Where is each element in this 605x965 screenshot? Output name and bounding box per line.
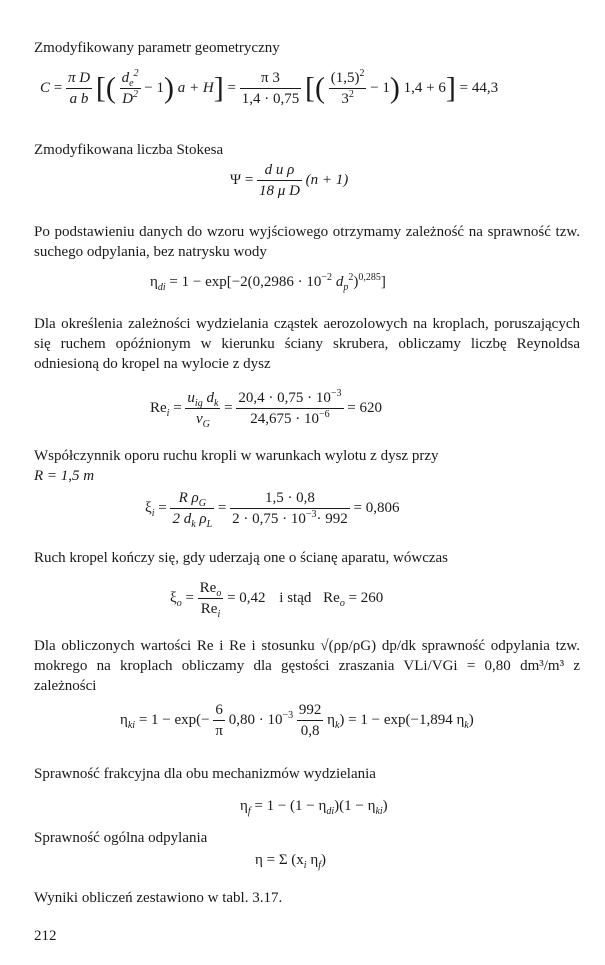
page-number: 212	[34, 928, 57, 944]
c-inner-sym: $\frac{d_e^2}{D^2}$	[121, 68, 139, 107]
c-frac-num: $\frac{\pi 3}{1,4 \cdot 0,75}$	[241, 70, 300, 107]
equation-eta-f: $\eta_f = 1 - (1 - \eta_{di})(1 - \eta_{ki})$	[240, 798, 388, 817]
equation-xi-o: $\xi_o$ = $\frac{Re_o}{Re_i}$ = 0,42 i stąd $Re_o = 260$	[170, 580, 384, 620]
equation-xi: $\xi_i$ = $\frac{R \rho_G}{2 d_k \rho_L}$ = $\frac{1,5 \cdot 0,8}{2 \cdot 0,75 \cdot 10^{-3}\cdot 992}$ = 0,806	[145, 490, 400, 530]
paragraph-substitution: Po podstawieniu danych do wzoru wyjściowego otrzymamy zależność na sprawność tzw. suchego odpylania, bez natrysku wody	[34, 224, 580, 260]
equation-eta-di: $\eta_{di} = 1 - \exp[-2(0,2986 \cdot 10^{-2}$ $d_p^2)^{0,285}$]	[150, 272, 386, 293]
paragraph-coefficient-radius: R = 1,5 m	[34, 468, 95, 484]
equation-eta-total: η = Σ ($x_i$ $\eta_f$)	[255, 852, 326, 871]
paragraph-impact: Ruch kropel kończy się, gdy uderzają one o ścianę aparatu, wówczas	[34, 550, 449, 566]
equation-re: $Re_i$ = $\frac{u_{ig} d_k}{\nu_G}$ = $\frac{20,4 \cdot 0,75 \cdot 10^{-3}}{24,675 \cdot 10^{-6}}$ = 620	[150, 388, 382, 430]
intro-stokes: Zmodyfikowana liczba Stokesa	[34, 142, 224, 158]
equation-c: C = $\frac{\text{π D}}{\text{a b}}$ [( $\frac{d_e^2}{D^2}$ − 1) a + H] = $\frac{\pi 3}{1,4 \cdot 0,75}$ [( $\frac{(1,5)^2}{3^2}$ − 1) 1,4 + 6] = 44,3	[40, 68, 499, 107]
intro-geometry: Zmodyfikowany parametr geometryczny	[34, 40, 280, 56]
paragraph-calculation: Dla obliczonych wartości Re i Re i stosunku √(ρp/ρG) dp/dk sprawność odpylania tzw. mokrego na kroplach obliczamy dla gęstości zraszania VLi/VGi = 0,80 dm³/m³ z zależności	[34, 638, 580, 694]
paragraph-reynolds: Dla określenia zależności wydzielania cząstek aerozolowych na kroplach, poruszających się ruchem opóźnionym w kierunku ściany skrubera, obliczamy liczbę Reynoldsa odniesioną do kropel na wylocie z dysz	[34, 316, 580, 372]
c-frac-sym: $\frac{\text{π D}}{\text{a b}}$	[67, 70, 91, 107]
paragraph-coefficient: Współczynnik oporu ruchu kropli w warunkach wylotu z dysz przy	[34, 448, 439, 464]
equation-psi: Ψ = $\frac{\text{d u ρ}}{\text{18 μ D}}$ (n + 1)	[230, 162, 349, 199]
equation-eta-ki: $\eta_{ki} = 1 - \exp(-$ $\frac{6}{\pi}$ $0,80 \cdot 10^{-3}$ $\frac{992}{0,8}$ $\eta_k) = 1 - \exp(-1,894$ $\eta_k$)	[120, 702, 474, 739]
c-inner-num: $\frac{(1,5)^2}{3^2}$	[330, 68, 365, 107]
paragraph-fractional: Sprawność frakcyjna dla obu mechanizmów wydzielania	[34, 766, 376, 782]
c-lhs: C	[40, 79, 51, 96]
paragraph-total: Sprawność ogólna odpylania	[34, 830, 208, 846]
paragraph-results: Wyniki obliczeń zestawiono w tabl. 3.17.	[34, 890, 283, 906]
c-result: 44,3	[471, 79, 499, 96]
